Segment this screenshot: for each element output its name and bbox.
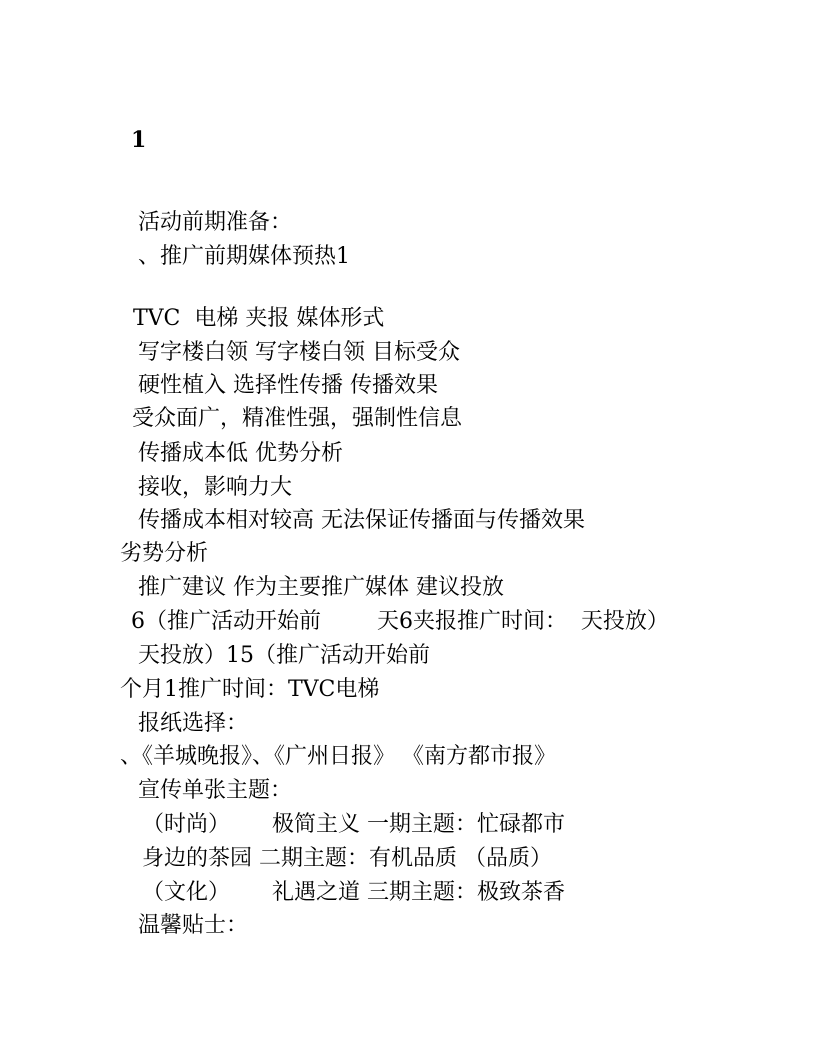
text-line: 写字楼白领 写字楼白领 目标受众 [138, 340, 460, 365]
text-line: 传播成本相对较高 无法保证传播面与传播效果 [138, 508, 585, 533]
text-line: 活动前期准备： [138, 210, 293, 235]
text-line: 硬性植入 选择性传播 传播效果 [138, 373, 438, 398]
text-line: 传播成本低 优势分析 [138, 441, 343, 466]
page-number: 1 [131, 127, 147, 153]
text-line: （时尚） 极简主义 一期主题：忙碌都市 [142, 812, 565, 837]
text-line: 受众面广，精准性强，强制性信息 [132, 406, 463, 431]
text-line: 、推广前期媒体预热1 [138, 244, 350, 269]
text-line: 温馨贴士： [138, 913, 249, 938]
text-line: 6（推广活动开始前 天6夹报推广时间： 天投放） [131, 609, 669, 634]
text-line: （文化） 礼遇之道 三期主题：极致茶香 [142, 880, 565, 905]
text-line: 劣势分析 [120, 541, 209, 566]
text-line: 接收，影响力大 [138, 475, 293, 500]
text-line: 、《羊城晚报》、《广州日报》 《南方都市报》 [120, 744, 556, 769]
text-line: 身边的茶园 二期主题：有机品质 （品质） [142, 846, 552, 871]
text-line: 报纸选择： [138, 711, 249, 736]
text-line: 宣传单张主题： [138, 778, 293, 803]
text-line: TVC 电梯 夹报 媒体形式 [133, 306, 385, 331]
text-line: 天投放）15（推广活动开始前 [138, 643, 430, 668]
text-line: 个月1推广时间：TVC电梯 [120, 677, 380, 702]
text-line: 推广建议 作为主要推广媒体 建议投放 [138, 575, 504, 600]
